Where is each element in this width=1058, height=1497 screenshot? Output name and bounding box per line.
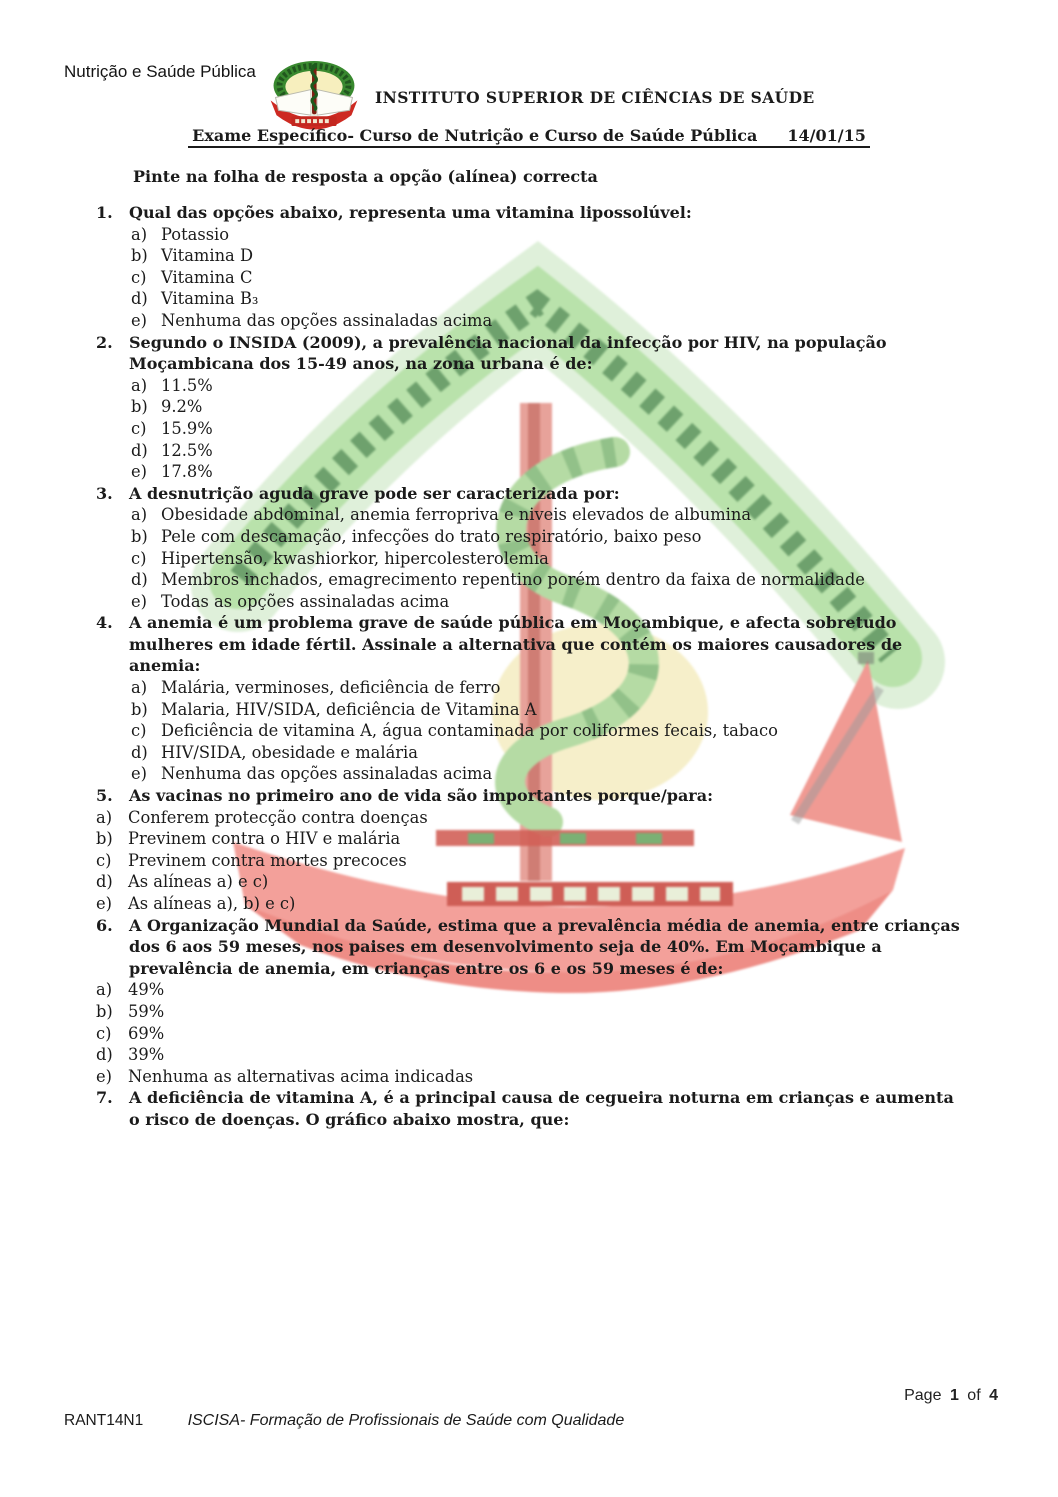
option-letter: b) bbox=[131, 397, 148, 417]
option-text: Vitamina B₃ bbox=[161, 289, 259, 309]
option-text: 9.2% bbox=[161, 397, 203, 417]
option-letter: e) bbox=[96, 1066, 112, 1086]
question-line: mulheres em idade fértil. Assinale a alternativa que contém os maiores causadores de bbox=[129, 634, 903, 654]
option-row bbox=[96, 267, 1012, 289]
option-text: 69% bbox=[128, 1023, 165, 1043]
option-row bbox=[96, 526, 1012, 548]
option-text: 12.5% bbox=[161, 440, 213, 460]
page-number bbox=[900, 1387, 998, 1405]
option-letter: c) bbox=[96, 850, 112, 870]
option-letter: a) bbox=[96, 980, 113, 1000]
answer-instruction: Pinte na folha de resposta a opção (alínea) correcta bbox=[133, 167, 598, 186]
option-text: Vitamina C bbox=[161, 267, 253, 287]
option-text: 15.9% bbox=[161, 418, 213, 438]
iscisa-logo-icon bbox=[257, 59, 371, 130]
option-text: Malária, verminoses, deficiência de ferro bbox=[161, 678, 501, 698]
option-text: Nenhuma as alternativas acima indicadas bbox=[128, 1066, 474, 1086]
option-text: HIV/SIDA, obesidade e malária bbox=[161, 742, 418, 762]
option-letter: a) bbox=[131, 224, 148, 244]
option-row bbox=[96, 699, 1012, 721]
option-text: Nenhuma das opções assinaladas acima bbox=[161, 310, 493, 330]
footer-line bbox=[64, 1412, 624, 1430]
option-letter: e) bbox=[131, 764, 147, 784]
page-of-word: of bbox=[967, 1387, 981, 1404]
option-letter: d) bbox=[131, 289, 148, 309]
option-text: 11.5% bbox=[161, 375, 213, 395]
question-number: 4. bbox=[96, 613, 113, 633]
question-line: Moçambicana dos 15-49 anos, na zona urbana é de: bbox=[129, 354, 593, 374]
page-current: 1 bbox=[949, 1387, 959, 1404]
question bbox=[96, 785, 1012, 915]
option-text: Hipertensão, kwashiorkor, hipercolesterolemia bbox=[161, 548, 549, 568]
option-letter: e) bbox=[131, 462, 147, 482]
option-row bbox=[96, 245, 1012, 267]
option-letter: e) bbox=[131, 591, 147, 611]
option-letter: c) bbox=[96, 1023, 112, 1043]
institute-name: INSTITUTO SUPERIOR DE CIÊNCIAS DE SAÚDE bbox=[375, 88, 815, 107]
question-text bbox=[129, 915, 1012, 980]
option-text: Obesidade abdominal, anemia ferropriva e niveis elevados de albumina bbox=[161, 505, 752, 525]
option-row bbox=[96, 893, 1012, 915]
question-heading bbox=[96, 483, 1012, 505]
option-letter: a) bbox=[131, 505, 148, 525]
option-letter: d) bbox=[131, 570, 148, 590]
option-text: Todas as opções assinaladas acima bbox=[161, 591, 450, 611]
option-text: Potassio bbox=[161, 224, 230, 244]
option-row bbox=[96, 461, 1012, 483]
question bbox=[96, 483, 1012, 613]
question-heading bbox=[96, 332, 1012, 375]
option-row bbox=[96, 1023, 1012, 1045]
option-text: 17.8% bbox=[161, 462, 213, 482]
question-line: A anemia é um problema grave de saúde pública em Moçambique, e afecta sobretudo bbox=[129, 613, 897, 633]
option-letter: a) bbox=[131, 375, 148, 395]
option-letter: c) bbox=[131, 721, 147, 741]
option-row bbox=[96, 763, 1012, 785]
option-row bbox=[96, 850, 1012, 872]
question-line: A deficiência de vitamina A, é a principal causa de cegueira noturna em crianças e aumenta bbox=[129, 1088, 954, 1108]
question-heading bbox=[96, 202, 1012, 224]
option-row bbox=[96, 979, 1012, 1001]
option-row bbox=[96, 440, 1012, 462]
option-row bbox=[96, 807, 1012, 829]
page-word: Page bbox=[904, 1387, 942, 1404]
question-number: 3. bbox=[96, 483, 113, 503]
option-text: Deficiência de vitamina A, água contaminada por coliformes fecais, tabaco bbox=[161, 721, 778, 741]
question-text bbox=[129, 483, 1012, 505]
question-line: Qual das opções abaixo, representa uma vitamina lipossolúvel: bbox=[129, 203, 692, 222]
question bbox=[96, 915, 1012, 1088]
course-label: Nutrição e Saúde Pública bbox=[64, 62, 256, 81]
question-line: o risco de doenças. O gráfico abaixo mostra, que: bbox=[129, 1109, 570, 1129]
option-row bbox=[96, 1001, 1012, 1023]
option-row bbox=[96, 720, 1012, 742]
option-row bbox=[96, 828, 1012, 850]
option-row bbox=[96, 569, 1012, 591]
option-letter: e) bbox=[96, 894, 112, 913]
question bbox=[96, 612, 1012, 785]
question-number: 1. bbox=[96, 203, 113, 222]
question-heading bbox=[96, 1087, 1012, 1130]
option-text: 59% bbox=[128, 1001, 165, 1021]
option-letter: b) bbox=[96, 1001, 113, 1021]
option-row bbox=[96, 1066, 1012, 1088]
option-text: Malaria, HIV/SIDA, deficiência de Vitamina A bbox=[161, 699, 537, 719]
question bbox=[96, 1087, 1012, 1130]
option-row bbox=[96, 504, 1012, 526]
exam-title: Exame Específico- Curso de Nutrição e Curso de Saúde Pública bbox=[192, 126, 758, 145]
option-letter: d) bbox=[131, 440, 148, 460]
question-text bbox=[129, 332, 1012, 375]
option-text: Previnem contra mortes precoces bbox=[128, 850, 407, 870]
option-letter: b) bbox=[131, 526, 148, 546]
option-text: Conferem protecção contra doenças bbox=[128, 807, 428, 827]
question-line: A desnutrição aguda grave pode ser caracterizada por: bbox=[129, 483, 620, 503]
option-letter: b) bbox=[96, 829, 113, 849]
question-number: 5. bbox=[96, 786, 113, 806]
option-letter: b) bbox=[131, 699, 148, 719]
question-heading bbox=[96, 915, 1012, 980]
option-row bbox=[96, 288, 1012, 310]
option-row bbox=[96, 548, 1012, 570]
option-letter: b) bbox=[131, 246, 148, 266]
option-letter: d) bbox=[131, 742, 148, 762]
option-row bbox=[96, 224, 1012, 246]
question-text bbox=[129, 1087, 1012, 1130]
option-text: Nenhuma das opções assinaladas acima bbox=[161, 764, 493, 784]
document-code: RANT14N1 bbox=[64, 1412, 144, 1429]
option-row bbox=[96, 591, 1012, 613]
question-text bbox=[129, 202, 1012, 224]
option-row bbox=[96, 375, 1012, 397]
question-line: anemia: bbox=[129, 656, 201, 676]
question-heading bbox=[96, 785, 1012, 807]
exam-title-line bbox=[0, 126, 1058, 148]
option-row bbox=[96, 1044, 1012, 1066]
question-line: A Organização Mundial da Saúde, estima que a prevalência média de anemia, entre crianças bbox=[129, 915, 960, 935]
option-row bbox=[96, 742, 1012, 764]
question-text bbox=[129, 785, 1012, 807]
question-line: prevalência de anemia, em crianças entre os 6 e os 59 meses é de: bbox=[129, 958, 724, 978]
question-text bbox=[129, 612, 1012, 677]
option-letter: c) bbox=[131, 418, 147, 438]
option-text: Vitamina D bbox=[161, 246, 253, 266]
option-text: Previnem contra o HIV e malária bbox=[128, 829, 401, 849]
page-total: 4 bbox=[989, 1387, 998, 1404]
option-text: Pele com descamação, infecções do trato respiratório, baixo peso bbox=[161, 526, 702, 546]
option-text: As alíneas a), b) e c) bbox=[128, 894, 296, 913]
option-text: As alíneas a) e c) bbox=[128, 872, 269, 892]
question-number: 7. bbox=[96, 1088, 113, 1108]
exam-date: 14/01/15 bbox=[787, 126, 866, 145]
question bbox=[96, 332, 1012, 483]
option-letter: d) bbox=[96, 1045, 113, 1065]
option-letter: a) bbox=[96, 807, 113, 827]
question-number: 2. bbox=[96, 332, 113, 352]
institution-motto: ISCISA- Formação de Profissionais de Saúde com Qualidade bbox=[187, 1412, 625, 1429]
option-text: Membros inchados, emagrecimento repentino porém dentro da faixa de normalidade bbox=[161, 570, 865, 590]
question-number: 6. bbox=[96, 915, 113, 935]
option-row bbox=[96, 871, 1012, 893]
question bbox=[96, 202, 1012, 332]
question-line: dos 6 aos 59 meses, nos paises em desenvolvimento seja de 40%. Em Moçambique a bbox=[129, 937, 882, 957]
option-letter: c) bbox=[131, 548, 147, 568]
option-row bbox=[96, 418, 1012, 440]
option-row bbox=[96, 396, 1012, 418]
questions-list bbox=[96, 202, 1012, 1131]
question-heading bbox=[96, 612, 1012, 677]
question-line: Segundo o INSIDA (2009), a prevalência nacional da infecção por HIV, na população bbox=[129, 332, 887, 352]
option-text: 49% bbox=[128, 980, 165, 1000]
option-row bbox=[96, 677, 1012, 699]
option-row bbox=[96, 310, 1012, 332]
option-letter: c) bbox=[131, 267, 147, 287]
option-letter: d) bbox=[96, 872, 113, 892]
option-text: 39% bbox=[128, 1045, 165, 1065]
question-line: As vacinas no primeiro ano de vida são importantes porque/para: bbox=[129, 786, 714, 806]
option-letter: e) bbox=[131, 310, 147, 330]
option-letter: a) bbox=[131, 678, 148, 698]
